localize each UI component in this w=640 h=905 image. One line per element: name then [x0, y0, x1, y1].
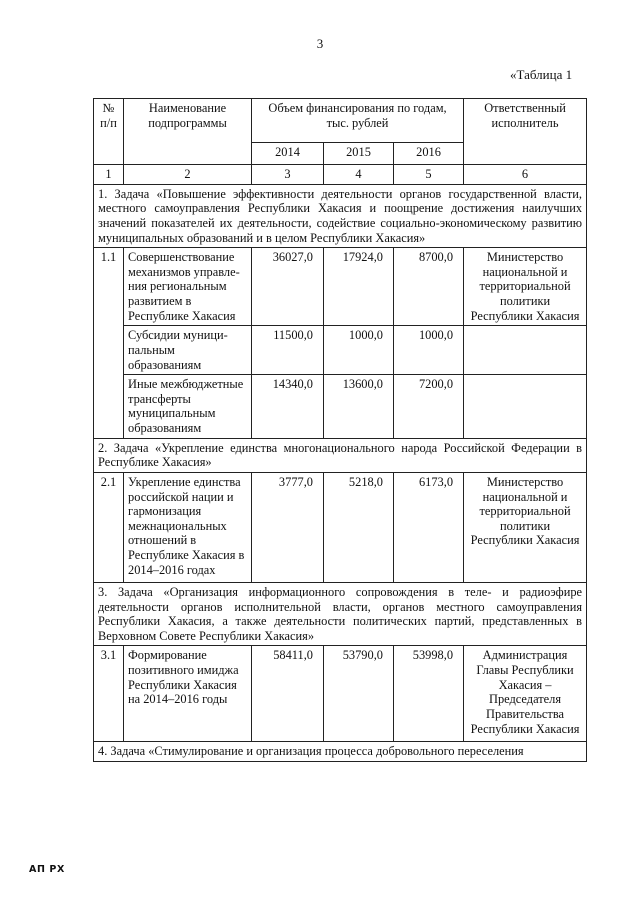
table-row [94, 326, 587, 375]
value-2015: 13600,0 [324, 375, 394, 439]
value-2014: 3777,0 [252, 472, 324, 582]
column-number: 1 [94, 165, 124, 185]
header-num: № п/п [94, 99, 124, 165]
table-row [94, 375, 587, 439]
header-year-2014: 2014 [252, 143, 324, 165]
responsible-executor: Министерство национальной и территориальной политики Республики Хакасия [464, 472, 587, 582]
table-row [94, 472, 587, 582]
value-2014: 58411,0 [252, 646, 324, 742]
header-year-2016: 2016 [394, 143, 464, 165]
column-number: 5 [394, 165, 464, 185]
executor-empty-cell [464, 375, 587, 439]
row-number: 1.1 [94, 248, 124, 439]
task-title: 1. Задача «Повышение эффективности деятельности органов государственной власти, местного самоуправления Республики Хакасия и поощрение достижения наилучших значений показателей их деятельности, содействие социально-экономическому развитию муниципальных образований и в целом Республики Хакасия» [94, 184, 587, 248]
responsible-executor: Администрация Главы Республики Хакасия – Председателя Правительства Республики Хакасия [464, 646, 587, 742]
value-2014: 11500,0 [252, 326, 324, 375]
executor-empty-cell [464, 326, 587, 375]
value-2015: 1000,0 [324, 326, 394, 375]
task-row [94, 184, 587, 248]
page-number: 3 [316, 36, 324, 51]
responsible-executor: Министерство национальной и территориальной политики Республики Хакасия [464, 248, 587, 326]
header-executor: Ответственный исполнитель [464, 99, 587, 165]
task-title: 4. Задача «Стимулирование и организация процесса добровольного переселения [94, 742, 587, 762]
task-title: 2. Задача «Укрепление единства многонационального народа Российской Федерации в Республике Хакасия» [94, 438, 587, 472]
value-2016: 53998,0 [394, 646, 464, 742]
table-row [94, 646, 587, 742]
value-2016: 8700,0 [394, 248, 464, 326]
value-2016: 7200,0 [394, 375, 464, 439]
task-row [94, 582, 587, 646]
table-row [94, 248, 587, 326]
subprogram-name: Укрепление единства российской нации и гармонизация межнациональных отношений в Республике Хакасия в 2014–2016 годах [124, 472, 252, 582]
subprogram-name: Формирование позитивного имиджа Республики Хакасия на 2014–2016 годы [124, 646, 252, 742]
value-2016: 1000,0 [394, 326, 464, 375]
column-number: 2 [124, 165, 252, 185]
value-2016: 6173,0 [394, 472, 464, 582]
task-title: 3. Задача «Организация информационного сопровождения в теле- и радиоэфире деятельности органов исполнительной власти, органов местного самоуправления Республики Хакасия, а также деятельности политических партий, представленных в Верховном Совете Республики Хакасия» [94, 582, 587, 646]
column-numbers-row [94, 165, 587, 185]
column-number: 6 [464, 165, 587, 185]
row-number: 3.1 [94, 646, 124, 742]
funding-table [93, 98, 587, 762]
table-caption: «Таблица 1 [510, 67, 573, 82]
value-2015: 17924,0 [324, 248, 394, 326]
value-2015: 5218,0 [324, 472, 394, 582]
table-header-row [94, 99, 587, 143]
column-number: 4 [324, 165, 394, 185]
header-name: Наименование подпрограммы [124, 99, 252, 165]
header-year-2015: 2015 [324, 143, 394, 165]
subprogram-name: Иные межбюджетные трансферты муниципальным образованиям [124, 375, 252, 439]
task-row [94, 742, 587, 762]
row-number: 2.1 [94, 472, 124, 582]
subprogram-name: Субсидии муници-пальным образованиям [124, 326, 252, 375]
value-2014: 36027,0 [252, 248, 324, 326]
value-2015: 53790,0 [324, 646, 394, 742]
footer-mark: АП РХ [29, 864, 65, 875]
header-funding: Объем финансирования по годам, тыс. рублей [252, 99, 464, 143]
value-2014: 14340,0 [252, 375, 324, 439]
subprogram-name: Совершенствование механизмов управле-ния региональным развитием в Республике Хакасия [124, 248, 252, 326]
task-row [94, 438, 587, 472]
column-number: 3 [252, 165, 324, 185]
